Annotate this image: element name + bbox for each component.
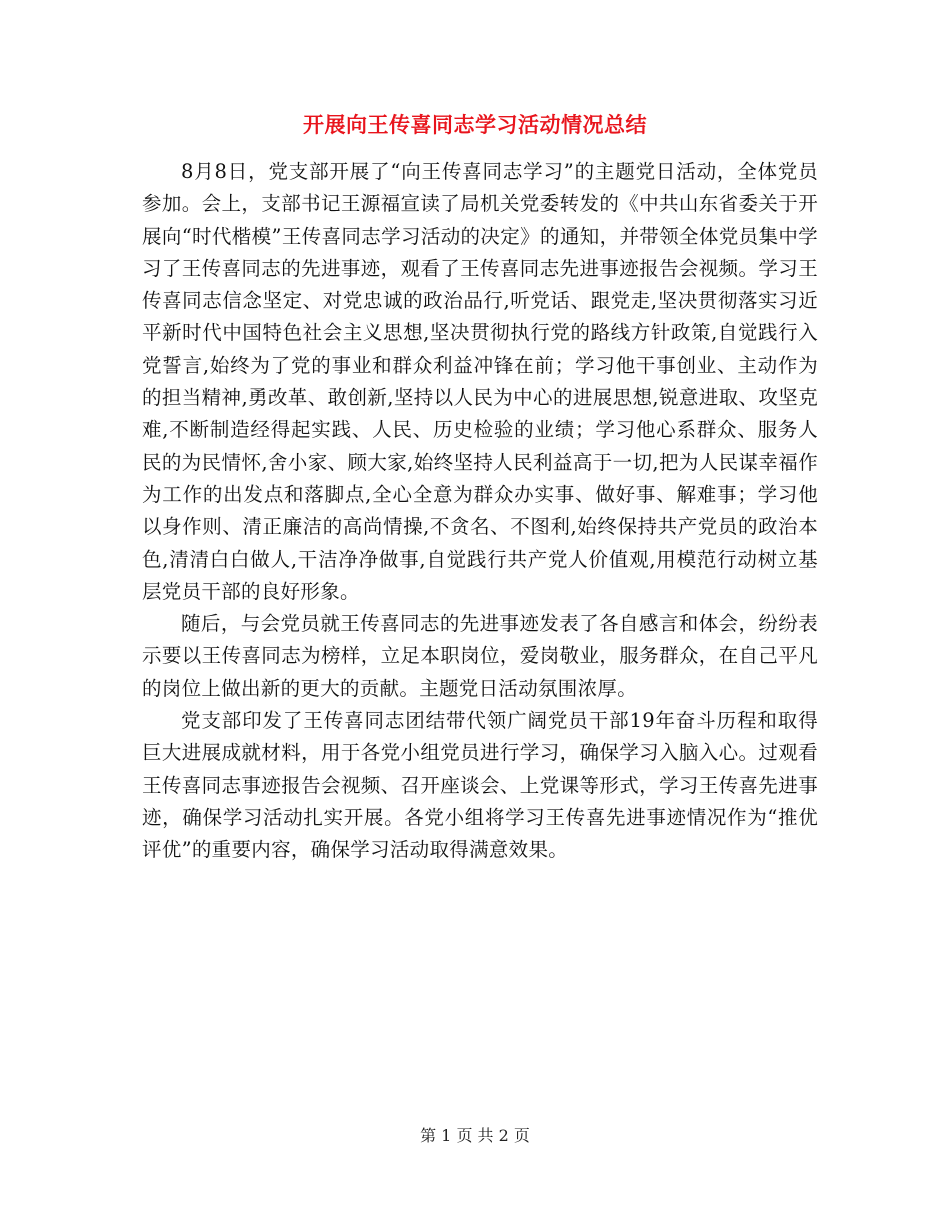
paragraph-3: 党支部印发了王传喜同志团结带代领广阔党员干部19年奋斗历程和取得巨大进展成就材料，用于各党小组党员进行学习，确保学习入脑入心。过观看王传喜同志事迹报告会视频、召开座谈会、上党课等形式，学习王传喜先进事迹，确保学习活动扎实开展。各党小组将学习王传喜先进事迹情况作为“推优评优”的重要内容，确保学习活动取得满意效果。 xyxy=(142,709,818,862)
document-title: 开展向王传喜同志学习活动情况总结 xyxy=(303,112,647,137)
page-footer xyxy=(0,1124,950,1148)
document-body xyxy=(142,156,818,867)
total-pages-number: 2 xyxy=(498,1126,509,1145)
current-page-number: 1 xyxy=(441,1126,452,1145)
paragraph-2: 随后，与会党员就王传喜同志的先进事迹发表了各自感言和体会，纷纷表示要以王传喜同志为榜样，立足本职岗位，爱岗敬业，服务群众，在自己平凡的岗位上做出新的更大的贡献。主题党日活动氛围浓厚。 xyxy=(142,612,818,700)
footer-prefix: 第 xyxy=(420,1126,437,1145)
paragraph-1: 8月8日，党支部开展了“向王传喜同志学习”的主题党日活动，全体党员参加。会上，支部书记王源福宣读了局机关党委转发的《中共山东省委关于开展向“时代楷模”王传喜同志学习活动的决定》的通知，并带领全体党员集中学习了王传喜同志的先进事迹，观看了王传喜同志先进事迹报告会视频。学习王传喜同志信念坚定、对党忠诚的政治品行,听党话、跟党走,坚决贯彻落实习近平新时代中国特色社会主义思想,坚决贯彻执行党的路线方针政策,自觉践行入党誓言,始终为了党的事业和群众利益冲锋在前；学习他干事创业、主动作为的担当精神,勇改革、敢创新,坚持以人民为中心的进展思想,锐意进取、攻坚克难,不断制造经得起实践、人民、历史检验的业绩；学习他心系群众、服务人民的为民情怀,舍小家、顾大家,始终坚持人民利益高于一切,把为人民谋幸福作为工作的出发点和落脚点,全心全意为群众办实事、做好事、解难事；学习他以身作则、清正廉洁的高尚情操,不贪名、不图利,始终保持共产党员的政治本色,清清白白做人,干洁净净做事,自觉践行共产党人价值观,用模范行动树立基层党员干部的良好形象。 xyxy=(142,160,818,603)
footer-mid: 页 共 xyxy=(456,1126,494,1145)
footer-suffix: 页 xyxy=(513,1126,530,1145)
